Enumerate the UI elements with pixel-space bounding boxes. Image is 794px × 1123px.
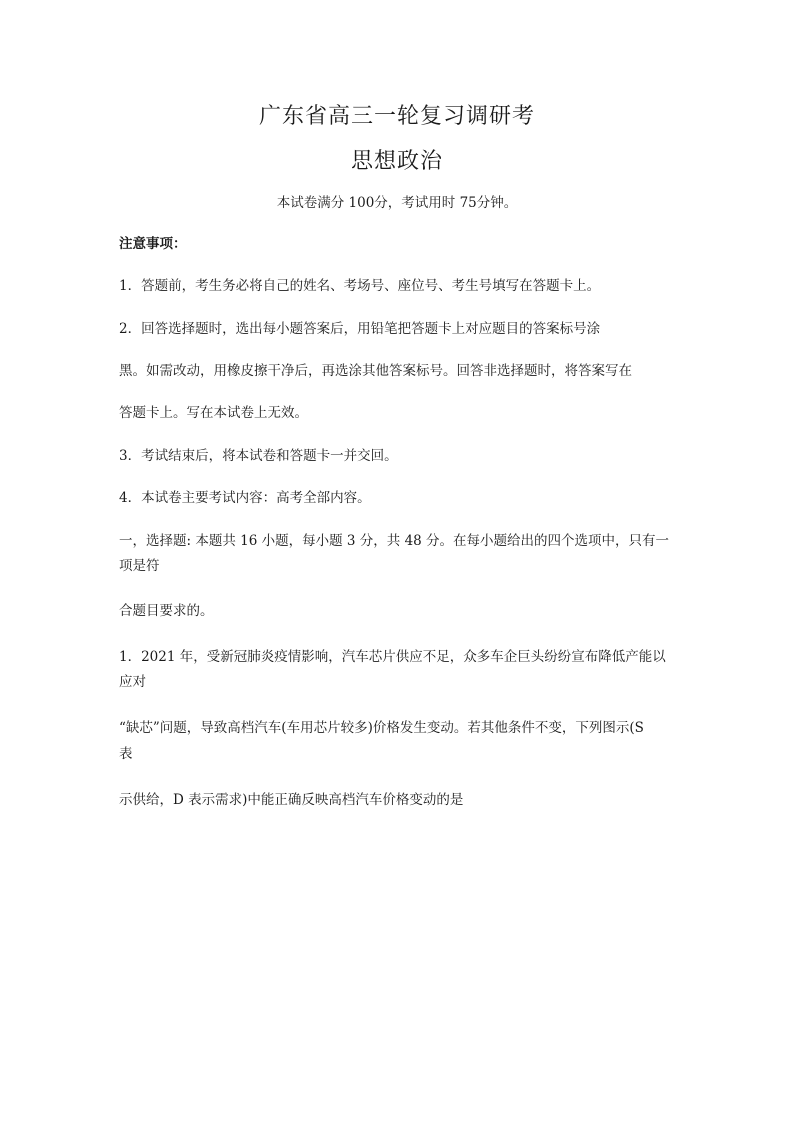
notice-item-1: 1．答题前，考生务必将自己的姓名、考场号、座位号、考生号填写在答题卡上。	[119, 278, 601, 294]
notice-item-3: 3．考试结束后，将本试卷和答题卡一并交回。	[119, 448, 398, 464]
exam-subject: 思想政治	[350, 149, 443, 174]
exam-title: 广东省高三一轮复习调研考	[258, 104, 535, 129]
notice-item-4: 4．本试卷主要考试内容：高考全部内容。	[119, 490, 371, 506]
question-1-line-5: 示供给，D 表示需求)中能正确反映高档汽车价格变动的是	[119, 792, 464, 808]
exam-note: 本试卷满分 100分，考试用时 75分钟。	[276, 195, 518, 211]
notice-heading: 注意事项：	[119, 236, 187, 252]
question-1-line-2: 应对	[119, 674, 146, 690]
notice-item-2-line-2: 黑。如需改动，用橡皮擦干净后，再选涂其他答案标号。回答非选择题时，将答案写在	[119, 363, 632, 379]
notice-item-2-line-1: 2．回答选择题时，选出每小题答案后，用铅笔把答题卡上对应题目的答案标号涂	[119, 321, 601, 337]
section-1-line-1: 一，选择题: 本题共 16 小题，每小题 3 分，共 48 分。在每小题给出的四个选项中，只有一	[119, 533, 670, 549]
notice-item-2-line-3: 答题卡上。写在本试卷上无效。	[119, 405, 308, 421]
question-1-line-3: “缺芯”问题，导致高档汽车(车用芯片较多)价格发生变动。若其他条件不变，下列图示(S	[119, 720, 644, 736]
question-1-line-4: 表	[119, 746, 133, 762]
section-1-line-3: 合题目要求的。	[119, 603, 214, 619]
section-1-line-2: 项是符	[119, 558, 160, 574]
question-1-line-1: 1．2021 年，受新冠肺炎疫情影响，汽车芯片供应不足，众多车企巨头纷纷宣布降低产能以	[119, 649, 666, 665]
